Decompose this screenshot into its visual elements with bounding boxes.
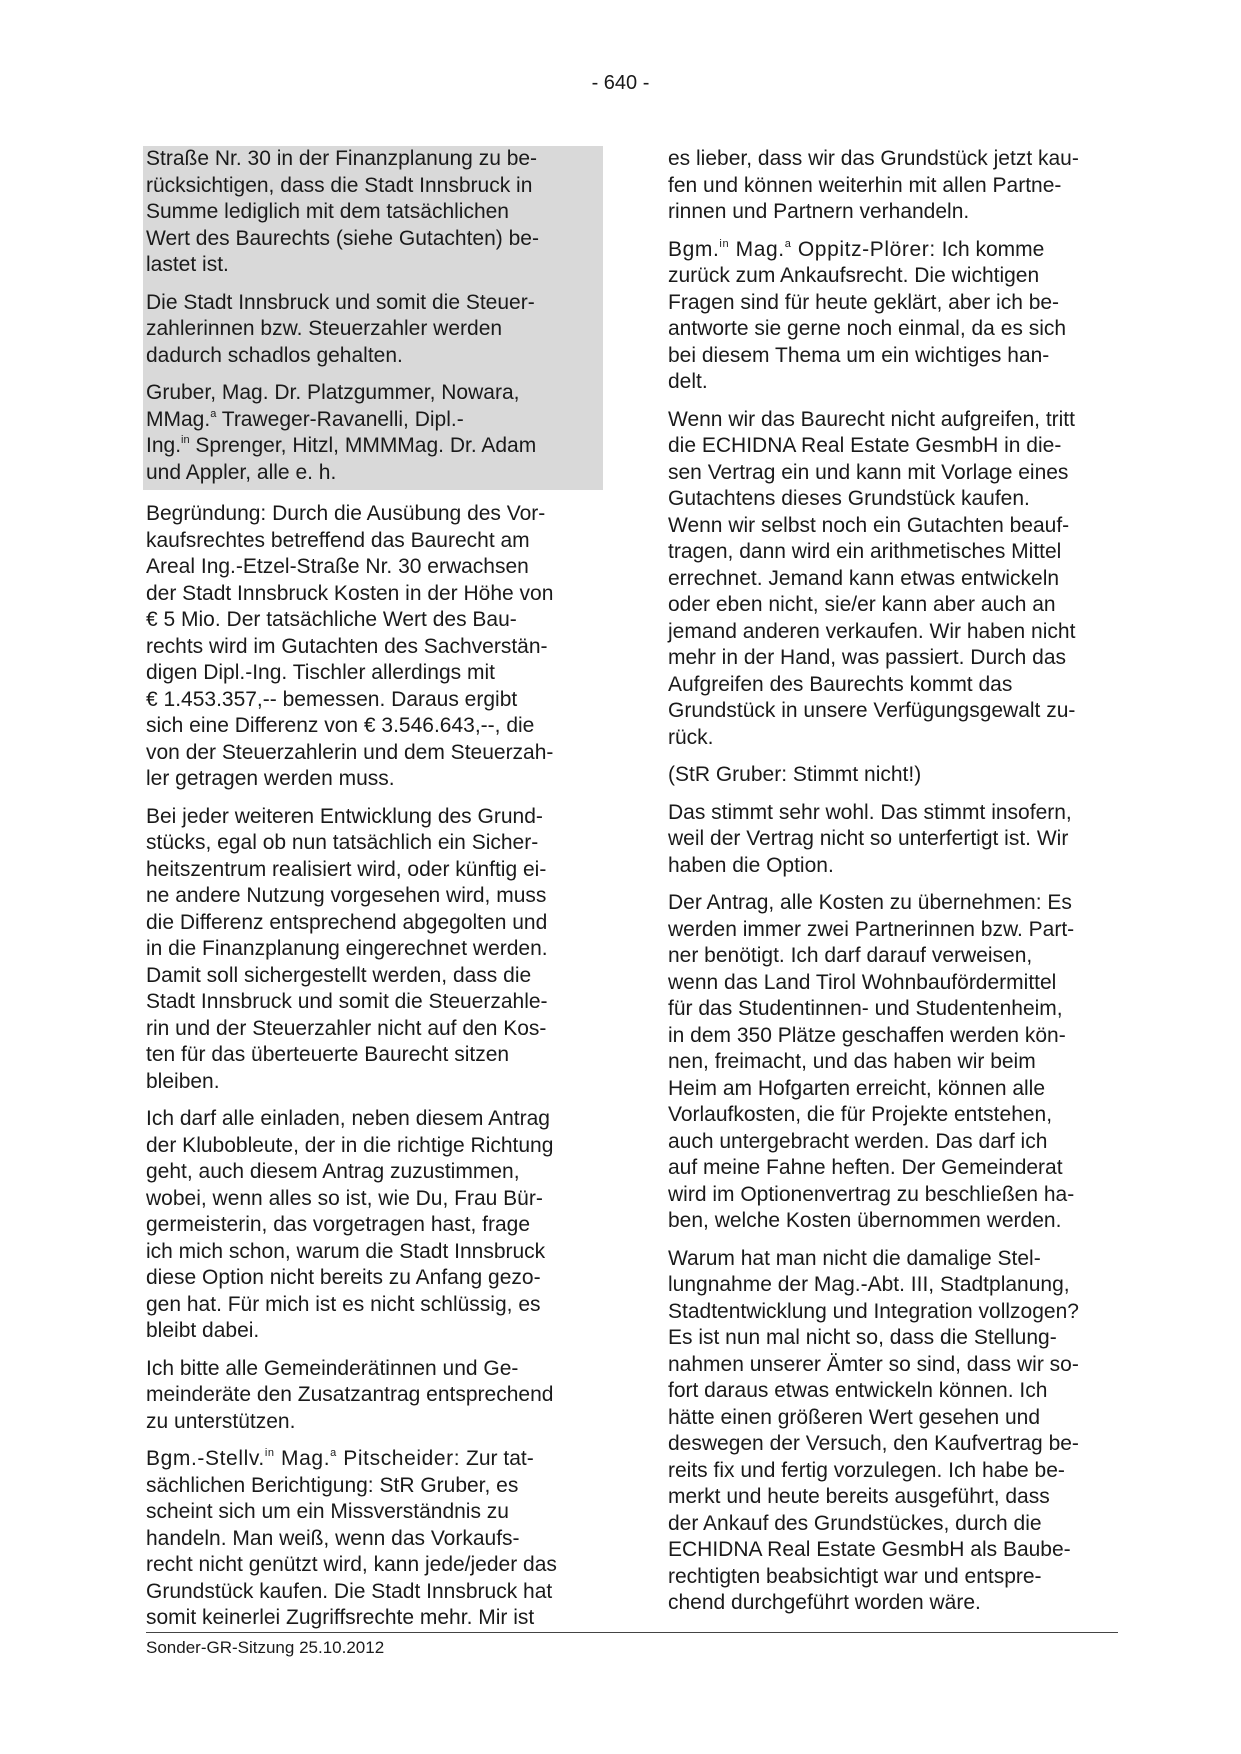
text-line: Es ist nun mal nicht so, dass die Stellung- — [668, 1326, 1057, 1349]
text-line: rück. — [668, 725, 714, 749]
paragraph — [146, 501, 606, 793]
left-column — [146, 146, 606, 1643]
text-line: lastet ist. — [146, 253, 229, 276]
text-line: recht nicht genützt wird, kann jede/jeder das — [146, 1553, 557, 1576]
text-line: wobei, wenn alles so ist, wie Du, Frau Bür- — [146, 1186, 543, 1210]
text-line: geht, auch diesem Antrag zuzustimmen, — [146, 1160, 520, 1183]
text-line: ne andere Nutzung vorgesehen wird, muss — [146, 884, 547, 907]
paragraph — [668, 800, 1128, 880]
text-line: errechnet. Jemand kann etwas entwickeln — [668, 566, 1060, 590]
text-line: in dem 350 Plätze geschaffen werden kön- — [668, 1023, 1066, 1047]
text-line: rin und der Steuerzahler nicht auf den Kos- — [146, 1016, 547, 1040]
right-column — [668, 146, 1128, 1628]
text-line: (StR Gruber: Stimmt nicht!) — [668, 763, 922, 786]
text-line: dadurch schadlos gehalten. — [146, 343, 403, 367]
text-line: der Stadt Innsbruck Kosten in der Höhe von — [146, 581, 554, 605]
text-line: gen hat. Für mich ist es nicht schlüssig, es — [146, 1292, 541, 1316]
text-line: Summe lediglich mit dem tatsächlichen — [146, 200, 509, 223]
text-line: Das stimmt sehr wohl. Das stimmt insofern, — [668, 800, 1072, 824]
text-line: diese Option nicht bereits zu Anfang gezo- — [146, 1266, 541, 1289]
text-line: ben, welche Kosten übernommen werden. — [668, 1209, 1062, 1232]
text-line: Der Antrag, alle Kosten zu übernehmen: Es — [668, 891, 1072, 914]
text-line: Vorlaufkosten, die für Projekte entstehen, — [668, 1103, 1053, 1126]
text-line: digen Dipl.-Ing. Tischler allerdings mit — [146, 661, 495, 684]
text-line: weil der Vertrag nicht so unterfertigt ist. Wir — [668, 827, 1069, 850]
text-line: nen, freimacht, und das haben wir beim — [668, 1050, 1036, 1073]
text-line: nahmen unserer Ämter so sind, dass wir so- — [668, 1352, 1079, 1376]
text-line: oder eben nicht, sie/er kann aber auch an — [668, 593, 1056, 616]
speaker-paragraph — [146, 1446, 606, 1632]
text-line: Aufgreifen des Baurechts kommt das — [668, 672, 1013, 696]
text-line: bei diesem Thema um ein wichtiges han- — [668, 343, 1050, 367]
footer-session-label: Sonder-GR-Sitzung 25.10.2012 — [146, 1638, 385, 1657]
text-line: Gruber, Mag. Dr. Platzgummer, Nowara, — [146, 381, 520, 404]
text-line: Bei jeder weiteren Entwicklung des Grund- — [146, 804, 543, 828]
text-line: von der Steuerzahlerin und dem Steuerzah- — [146, 740, 554, 764]
text-line: rinnen und Partnern verhandeln. — [668, 200, 970, 223]
text-line: € 1.453.357,-- bemessen. Daraus ergibt — [146, 687, 518, 711]
text-line: Fragen sind für heute geklärt, aber ich be- — [668, 290, 1060, 314]
text-line: der Ankauf des Grundstückes, durch die — [668, 1511, 1042, 1535]
text-line: MMag.$^a$ Traweger-Ravanelli, Dipl.- — [146, 407, 464, 431]
text-line: Areal Ing.-Etzel-Straße Nr. 30 erwachsen — [146, 555, 529, 578]
signatories — [146, 380, 600, 486]
text-line: zurück zum Ankaufsrecht. Die wichtigen — [668, 264, 1040, 287]
text-line: Wert des Baurechts (siehe Gutachten) be- — [146, 226, 539, 250]
text-line: jemand anderen verkaufen. Wir haben nicht — [668, 619, 1076, 643]
paragraph — [668, 1246, 1128, 1617]
text-line: rechtigten beabsichtigt war und entspre- — [668, 1564, 1042, 1588]
speaker-name: Bgm.$^{in}$ Mag.$^a$ Oppitz-Plörer: — [668, 237, 936, 261]
text-line: ich mich schon, warum die Stadt Innsbruck — [146, 1239, 546, 1263]
text-line: Ich bitte alle Gemeinderätinnen und Ge- — [146, 1356, 519, 1380]
text-line: werden immer zwei Partnerinnen bzw. Part- — [668, 917, 1075, 941]
text-line: zu unterstützen. — [146, 1409, 296, 1433]
text-line: die Differenz entsprechend abgegolten und — [146, 910, 548, 934]
text-line: sächlichen Berichtigung: StR Gruber, es — [146, 1473, 519, 1497]
text-line: germeisterin, das vorgetragen hast, frage — [146, 1213, 531, 1236]
text-line: auch untergebracht werden. Das darf ich — [668, 1129, 1048, 1153]
text-line: meinderäte den Zusatzantrag entsprechend — [146, 1383, 554, 1406]
text-line: rücksichtigen, dass die Stadt Innsbruck in — [146, 173, 533, 197]
text-line: in die Finanzplanung eingerechnet werden. — [146, 937, 548, 960]
text-line: zahlerinnen bzw. Steuerzahler werden — [146, 317, 503, 340]
paragraph — [668, 407, 1128, 752]
text-line: der Klubobleute, der in die richtige Richtung — [146, 1133, 554, 1157]
text-line: Heim am Hofgarten erreicht, können alle — [668, 1076, 1046, 1100]
text-line: die ECHIDNA Real Estate GesmbH in die- — [668, 434, 1062, 457]
text-line: Wenn wir selbst noch ein Gutachten beauf- — [668, 513, 1070, 537]
text-line: Grundstück in unsere Verfügungsgewalt zu- — [668, 699, 1076, 722]
text-line: sen Vertrag ein und kann mit Vorlage eines — [668, 460, 1069, 484]
text-line: Gutachtens dieses Grundstück kaufen. — [668, 487, 1030, 510]
text-line: Bgm.$^{in}$ Mag.$^a$ Oppitz-Plörer: Ich komme — [668, 237, 1045, 261]
footer-divider — [146, 1632, 1118, 1633]
paragraph — [668, 146, 1128, 226]
speaker-name: Bgm.-Stellv.$^{in}$ Mag.$^a$ Pitscheider: — [146, 1447, 461, 1470]
text-line: Stadt Innsbruck und somit die Steuerzahle- — [146, 990, 548, 1013]
paragraph — [146, 146, 600, 279]
text-line: mehr in der Hand, was passiert. Durch das — [668, 646, 1067, 669]
text-line: somit keinerlei Zugriffsrechte mehr. Mir ist — [146, 1606, 535, 1629]
text-line: auf meine Fahne heften. Der Gemeinderat — [668, 1156, 1063, 1179]
text-line: deswegen der Versuch, den Kaufvertrag be- — [668, 1432, 1079, 1455]
text-line: rechts wird im Gutachten des Sachverstän- — [146, 634, 548, 658]
text-line: chend durchgeführt worden wäre. — [668, 1591, 981, 1614]
highlighted-motion-block — [143, 146, 603, 490]
text-line: ten für das überteuerte Baurecht sitzen — [146, 1043, 510, 1066]
paragraph — [146, 1356, 606, 1436]
text-line: Die Stadt Innsbruck und somit die Steuer- — [146, 290, 535, 314]
text-line: ner benötigt. Ich darf darauf verweisen, — [668, 944, 1033, 967]
text-line: und Appler, alle e. h. — [146, 460, 337, 484]
text-line: bleibt dabei. — [146, 1319, 260, 1342]
text-line: delt. — [668, 370, 708, 393]
text-line: es lieber, dass wir das Grundstück jetzt kau- — [668, 147, 1079, 170]
text-line: Damit soll sichergestellt werden, dass die — [146, 963, 532, 987]
paragraph — [146, 290, 600, 370]
text-line: Stadtentwicklung und Integration vollzogen? — [668, 1299, 1079, 1323]
page-number: - 640 - — [591, 72, 650, 94]
text-line: bleiben. — [146, 1069, 220, 1093]
text-line: Wenn wir das Baurecht nicht aufgreifen, tritt — [668, 407, 1075, 431]
text-line: antworte sie gerne noch einmal, da es sich — [668, 317, 1067, 340]
text-line: merkt und heute bereits ausgeführt, dass — [668, 1485, 1050, 1508]
text-line: sich eine Differenz von € 3.546.643,--, die — [146, 714, 535, 737]
text-line: € 5 Mio. Der tatsächliche Wert des Bau- — [146, 608, 517, 631]
text-line: Grundstück kaufen. Die Stadt Innsbruck hat — [146, 1579, 553, 1603]
interjection — [668, 762, 1128, 789]
text-line: Warum hat man nicht die damalige Stel- — [668, 1246, 1041, 1270]
text-line: Bgm.-Stellv.$^{in}$ Mag.$^a$ Pitscheider: Zur tat- — [146, 1447, 534, 1470]
text-line: hätte einen größeren Wert gesehen und — [668, 1405, 1041, 1429]
text-line: Ing.$^{in}$ Sprenger, Hitzl, MMMMag. Dr. Adam — [146, 434, 537, 457]
text-line: kaufsrechtes betreffend das Baurecht am — [146, 528, 530, 552]
text-line: haben die Option. — [668, 853, 834, 877]
paragraph — [668, 890, 1128, 1235]
text-line: wenn das Land Tirol Wohnbaufördermittel — [668, 970, 1057, 994]
paragraph — [146, 1106, 606, 1345]
text-line: lungnahme der Mag.-Abt. III, Stadtplanung, — [668, 1273, 1070, 1296]
text-line: für das Studentinnen- und Studentenheim, — [668, 997, 1063, 1020]
text-line: scheint sich um ein Missverständnis zu — [146, 1500, 509, 1523]
text-line: reits fix und fertig vorzulegen. Ich habe be- — [668, 1458, 1065, 1482]
text-line: handeln. Man weiß, wenn das Vorkaufs- — [146, 1526, 520, 1550]
paragraph — [146, 804, 606, 1096]
text-line: stücks, egal ob nun tatsächlich ein Sicher- — [146, 831, 539, 854]
text-line: Straße Nr. 30 in der Finanzplanung zu be- — [146, 147, 538, 170]
text-line: heitszentrum realisiert wird, oder künftig ei- — [146, 857, 547, 881]
text-line: fort daraus etwas entwickeln können. Ich — [668, 1379, 1048, 1402]
text-line: wird im Optionenvertrag zu beschließen ha- — [668, 1182, 1075, 1206]
speaker-paragraph — [668, 237, 1128, 396]
text-line: tragen, dann wird ein arithmetisches Mittel — [668, 540, 1062, 563]
text-line: ECHIDNA Real Estate GesmbH als Baube- — [668, 1538, 1071, 1561]
text-line: fen und können weiterhin mit allen Partne- — [668, 173, 1062, 197]
text-line: ler getragen werden muss. — [146, 767, 395, 790]
text-line: Begründung: Durch die Ausübung des Vor- — [146, 502, 546, 525]
text-line: Ich darf alle einladen, neben diesem Antrag — [146, 1107, 550, 1130]
